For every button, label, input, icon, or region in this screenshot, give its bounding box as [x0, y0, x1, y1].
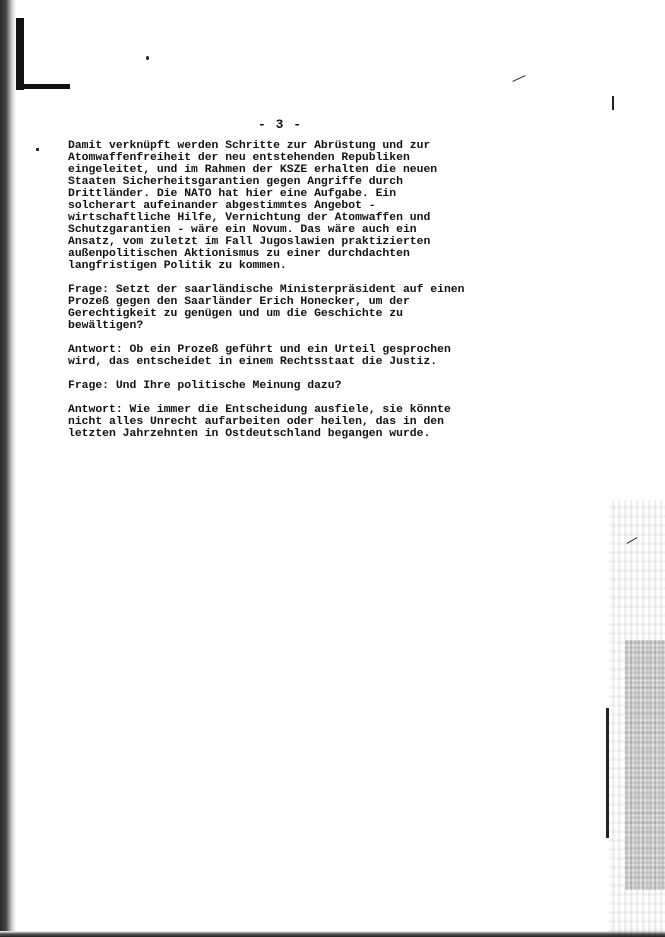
text-line: solcherart aufeinander abgestimmtes Angebot -	[68, 200, 376, 212]
text-line: Gerechtigkeit zu genügen und um die Geschichte zu	[68, 308, 403, 320]
margin-mark	[36, 148, 39, 151]
text-line-content: Wie immer die Entscheidung ausfiele, sie könnte	[122, 404, 451, 416]
text-line: eingeleitet, und im Rahmen der KSZE erhalten die neuen	[68, 164, 438, 176]
speaker-label: Antwort:	[68, 404, 123, 416]
text-line: letzten Jahrzehnten in Ostdeutschland begangen wurde.	[68, 428, 431, 440]
text-line: Schutzgarantien - wäre ein Novum. Das wäre auch ein	[68, 224, 417, 236]
text-line: nicht alles Unrecht aufarbeiten oder heilen, das in den	[68, 416, 444, 428]
scan-edge-bottom	[0, 931, 665, 937]
text-line: wirtschaftliche Hilfe, Vernichtung der Atomwaffen und	[68, 212, 431, 224]
text-line: Drittländer. Die NATO hat hier eine Aufgabe. Ein	[68, 188, 397, 200]
text-line: wird, das entscheidet in einem Rechtsstaat die Justiz.	[68, 356, 438, 368]
text-line: Prozeß gegen den Saarländer Erich Honecker, um der	[68, 296, 410, 308]
scan-speck	[612, 96, 614, 110]
answer-paragraph	[68, 404, 498, 440]
text-line	[68, 404, 498, 416]
scan-speck	[146, 56, 149, 60]
text-line-content: Ob ein Prozeß geführt und ein Urteil gesprochen	[122, 344, 451, 356]
scan-line-right	[606, 708, 609, 838]
text-line-content: Setzt der saarländische Ministerpräsident auf einen	[109, 284, 465, 296]
speaker-label: Antwort:	[68, 344, 123, 356]
page-number: - 3 -	[258, 117, 303, 132]
text-line: Damit verknüpft werden Schritte zur Abrüstung und zur	[68, 140, 431, 152]
text-line: bewältigen?	[68, 320, 144, 332]
question-paragraph	[68, 284, 498, 332]
body-paragraph	[68, 140, 498, 272]
question-paragraph	[68, 380, 498, 392]
text-line: außenpolitischen Aktionismus zu einer durchdachten	[68, 248, 410, 260]
text-line	[68, 284, 498, 296]
text-line: Ansatz, vom zuletzt im Fall Jugoslawien praktizierten	[68, 236, 431, 248]
scan-edge-left	[0, 0, 16, 937]
text-line: Staaten Sicherheitsgarantien gegen Angriffe durch	[68, 176, 403, 188]
speaker-label: Frage:	[68, 284, 110, 296]
scan-speck	[512, 75, 525, 82]
speaker-label: Frage:	[68, 380, 110, 392]
scan-noise-right-dense	[625, 640, 665, 890]
answer-paragraph	[68, 344, 498, 368]
document-body	[68, 140, 498, 452]
scan-corner-mark-horizontal	[16, 84, 70, 89]
text-line-content: Und Ihre politische Meinung dazu?	[109, 380, 342, 392]
scan-corner-mark-vertical	[16, 18, 24, 90]
text-line	[68, 380, 498, 392]
text-line	[68, 344, 498, 356]
text-line: langfristigen Politik zu kommen.	[68, 260, 287, 272]
text-line: Atomwaffenfreiheit der neu entstehenden Republiken	[68, 152, 410, 164]
